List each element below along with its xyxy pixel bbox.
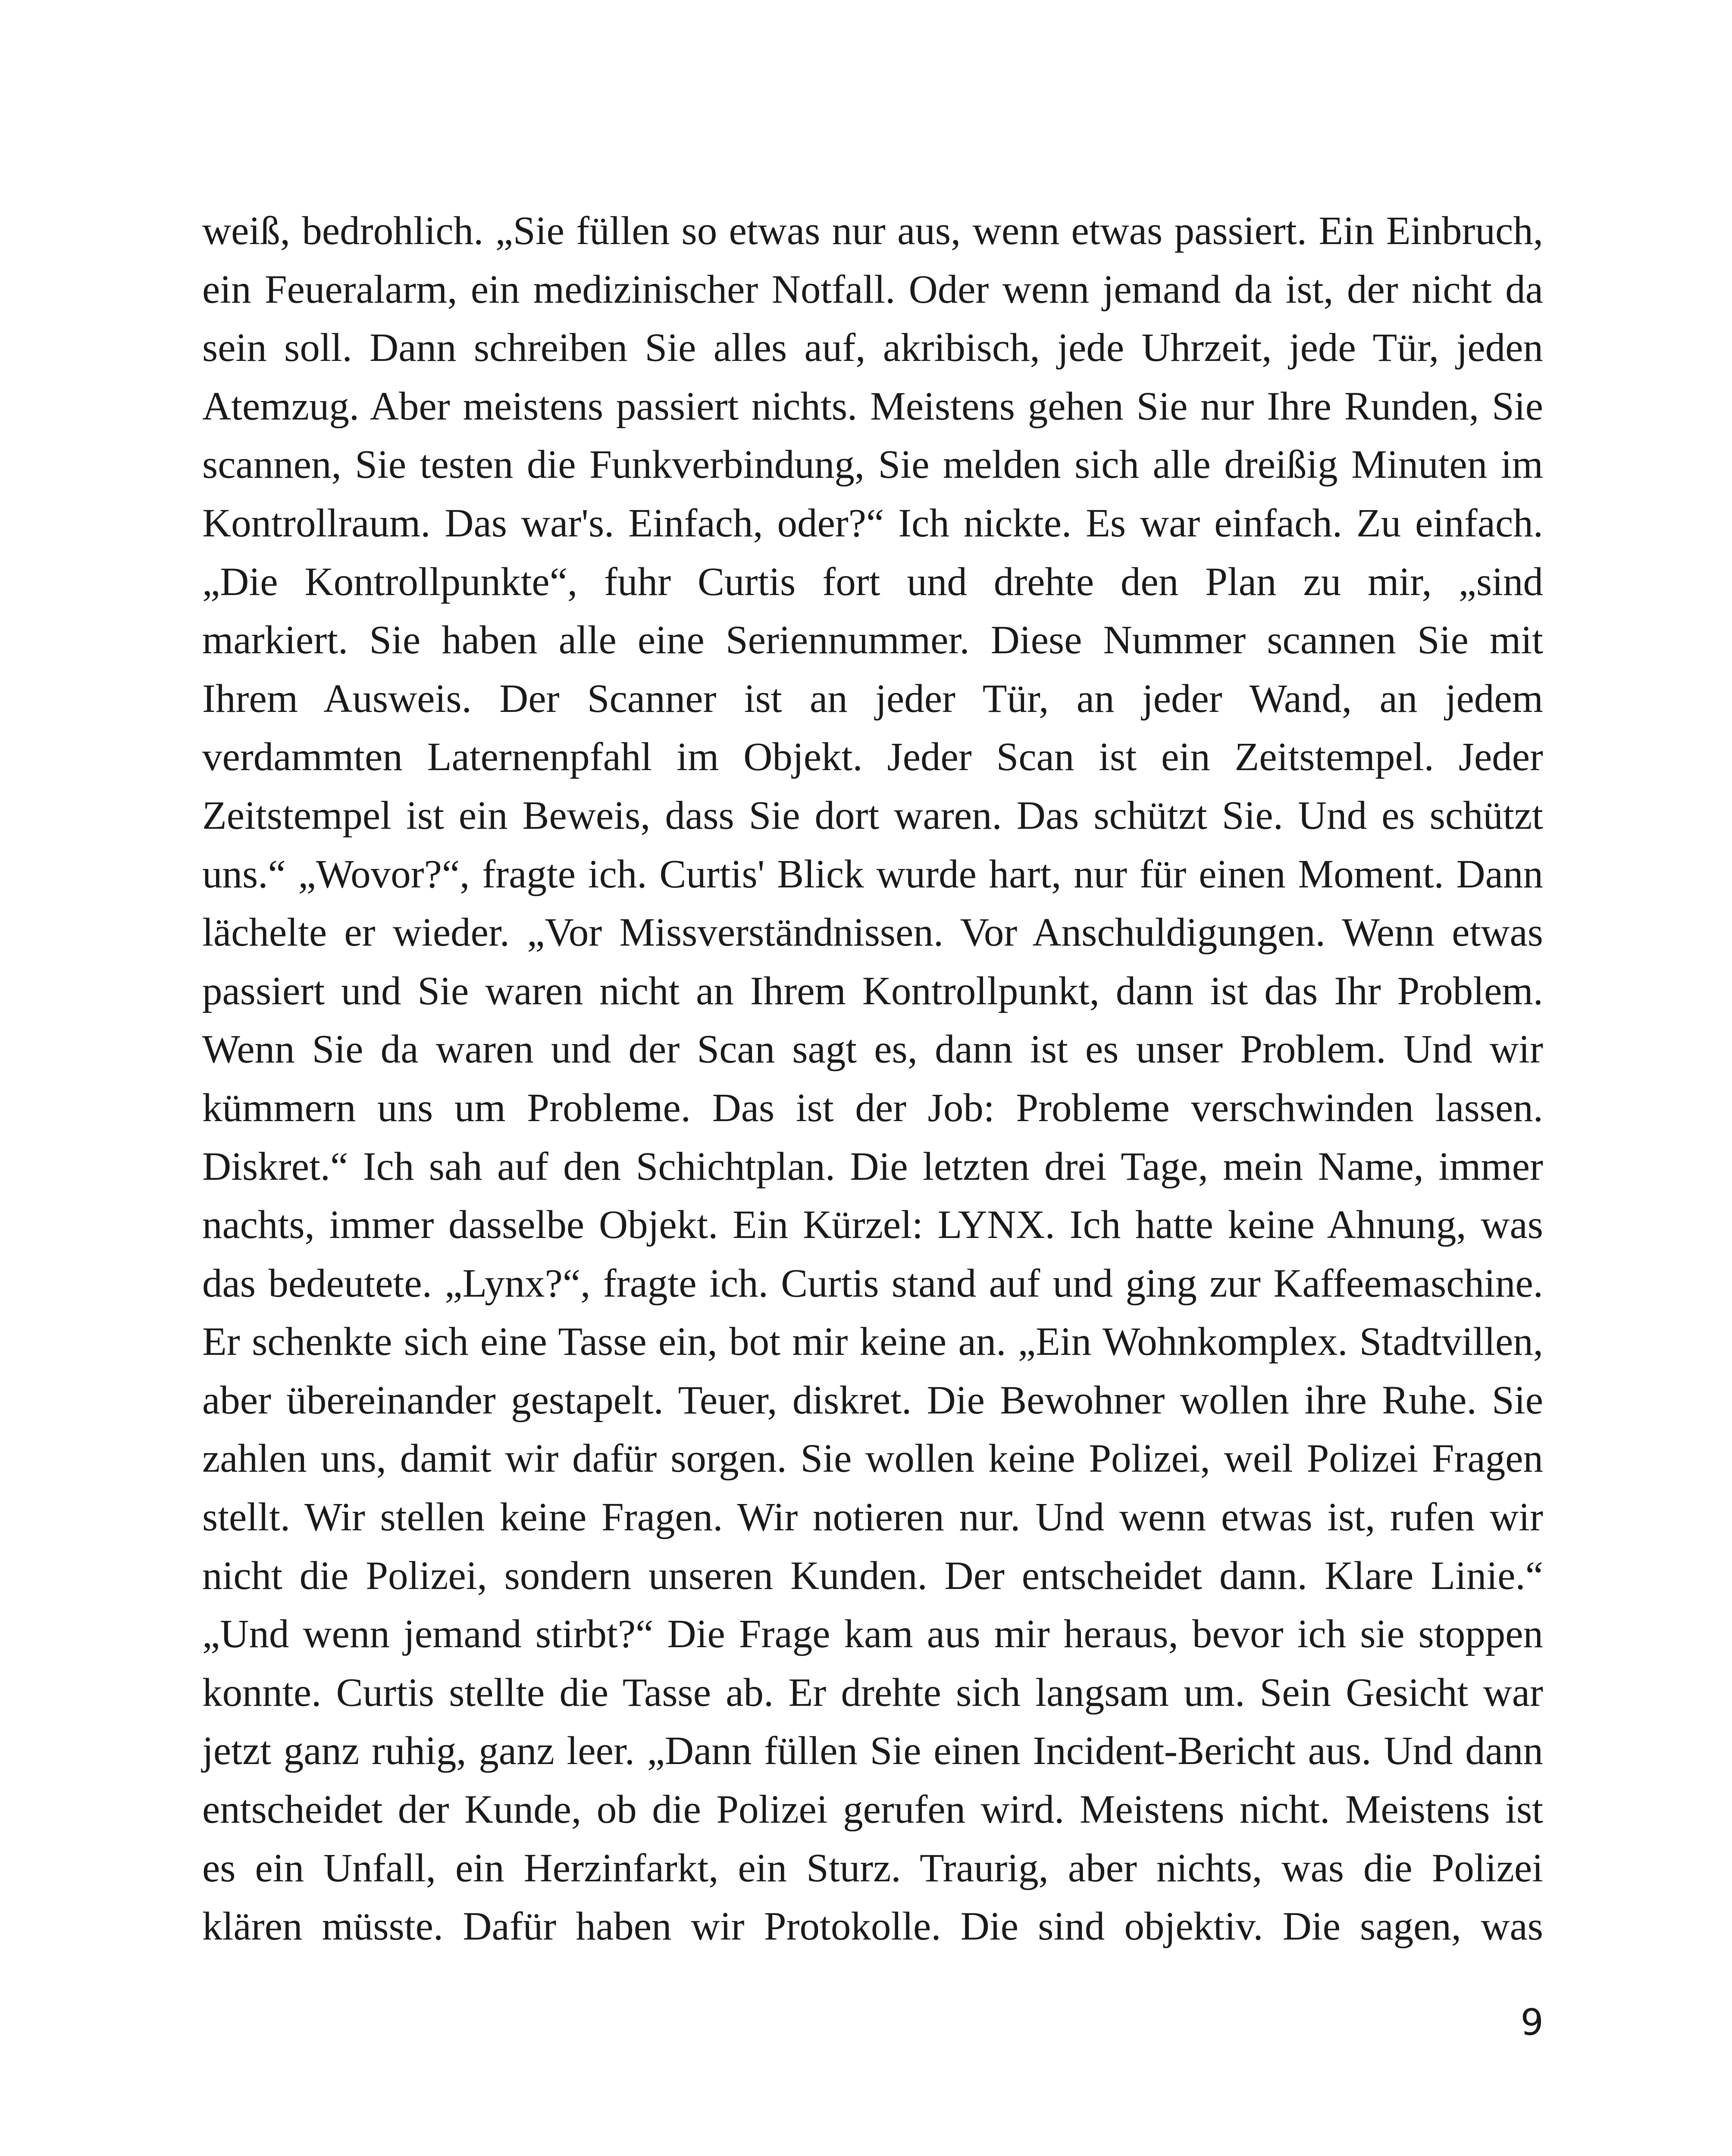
text-line: das bedeutete. „Lynx?“, fragte ich. Curtis stand auf und ging zur Kaffeemaschine. xyxy=(202,1261,1543,1306)
text-line: uns.“ „Wovor?“, fragte ich. Curtis' Blick wurde hart, nur für einen Moment. Dann xyxy=(202,852,1543,896)
text-line: scannen, Sie testen die Funkverbindung, Sie melden sich alle dreißig Minuten im xyxy=(202,442,1543,487)
text-line: kümmern uns um Probleme. Das ist der Job: Probleme verschwinden lassen. xyxy=(202,1085,1543,1130)
text-line: entscheidet der Kunde, ob die Polizei gerufen wird. Meistens nicht. Meistens ist xyxy=(202,1787,1543,1832)
text-line: „Und wenn jemand stirbt?“ Die Frage kam aus mir heraus, bevor ich sie stoppen xyxy=(202,1612,1543,1657)
body-text xyxy=(202,202,1543,1956)
text-line: „Die Kontrollpunkte“, fuhr Curtis fort und drehte den Plan zu mir, „sind xyxy=(202,559,1543,604)
text-line: Diskret.“ Ich sah auf den Schichtplan. Die letzten drei Tage, mein Name, immer xyxy=(202,1144,1543,1189)
text-line: klären müsste. Dafür haben wir Protokolle. Die sind objektiv. Die sagen, was xyxy=(202,1904,1543,1949)
text-line: ein Feueralarm, ein medizinischer Notfall. Oder wenn jemand da ist, der nicht da xyxy=(202,267,1543,312)
text-line: lächelte er wieder. „Vor Missverständnissen. Vor Anschuldigungen. Wenn etwas xyxy=(202,910,1543,955)
text-line: weiß, bedrohlich. „Sie füllen so etwas nur aus, wenn etwas passiert. Ein Einbruch, xyxy=(202,209,1543,253)
text-line: passiert und Sie waren nicht an Ihrem Kontrollpunkt, dann ist das Ihr Problem. xyxy=(202,968,1543,1013)
text-line: Kontrollraum. Das war's. Einfach, oder?“ Ich nickte. Es war einfach. Zu einfach. xyxy=(202,501,1543,545)
text-line: stellt. Wir stellen keine Fragen. Wir notieren nur. Und wenn etwas ist, rufen wir xyxy=(202,1495,1543,1540)
text-line: verdammten Laternenpfahl im Objekt. Jeder Scan ist ein Zeitstempel. Jeder xyxy=(202,735,1543,780)
page-number: 9 xyxy=(1520,2001,1544,2043)
text-line: aber übereinander gestapelt. Teuer, diskret. Die Bewohner wollen ihre Ruhe. Sie xyxy=(202,1378,1543,1423)
text-line: Er schenkte sich eine Tasse ein, bot mir keine an. „Ein Wohnkomplex. Stadtvillen, xyxy=(202,1319,1543,1364)
text-line: zahlen uns, damit wir dafür sorgen. Sie wollen keine Polizei, weil Polizei Fragen xyxy=(202,1436,1543,1481)
text-line: jetzt ganz ruhig, ganz leer. „Dann füllen Sie einen Incident-Bericht aus. Und dann xyxy=(202,1729,1543,1774)
text-line: Wenn Sie da waren und der Scan sagt es, dann ist es unser Problem. Und wir xyxy=(202,1027,1543,1072)
text-line: konnte. Curtis stellte die Tasse ab. Er drehte sich langsam um. Sein Gesicht war xyxy=(202,1670,1543,1715)
text-line: Ihrem Ausweis. Der Scanner ist an jeder Tür, an jeder Wand, an jedem xyxy=(202,676,1543,721)
text-line: nicht die Polizei, sondern unseren Kunden. Der entscheidet dann. Klare Linie.“ xyxy=(202,1553,1543,1598)
text-line: Atemzug. Aber meistens passiert nichts. Meistens gehen Sie nur Ihre Runden, Sie xyxy=(202,384,1543,429)
text-line: Zeitstempel ist ein Beweis, dass Sie dort waren. Das schützt Sie. Und es schützt xyxy=(202,793,1543,838)
text-line: sein soll. Dann schreiben Sie alles auf, akribisch, jede Uhrzeit, jede Tür, jeden xyxy=(202,326,1543,370)
text-line: nachts, immer dasselbe Objekt. Ein Kürzel: LYNX. Ich hatte keine Ahnung, was xyxy=(202,1203,1543,1247)
text-line: es ein Unfall, ein Herzinfarkt, ein Sturz. Traurig, aber nichts, was die Polizei xyxy=(202,1846,1543,1890)
text-line: markiert. Sie haben alle eine Seriennummer. Diese Nummer scannen Sie mit xyxy=(202,618,1543,663)
